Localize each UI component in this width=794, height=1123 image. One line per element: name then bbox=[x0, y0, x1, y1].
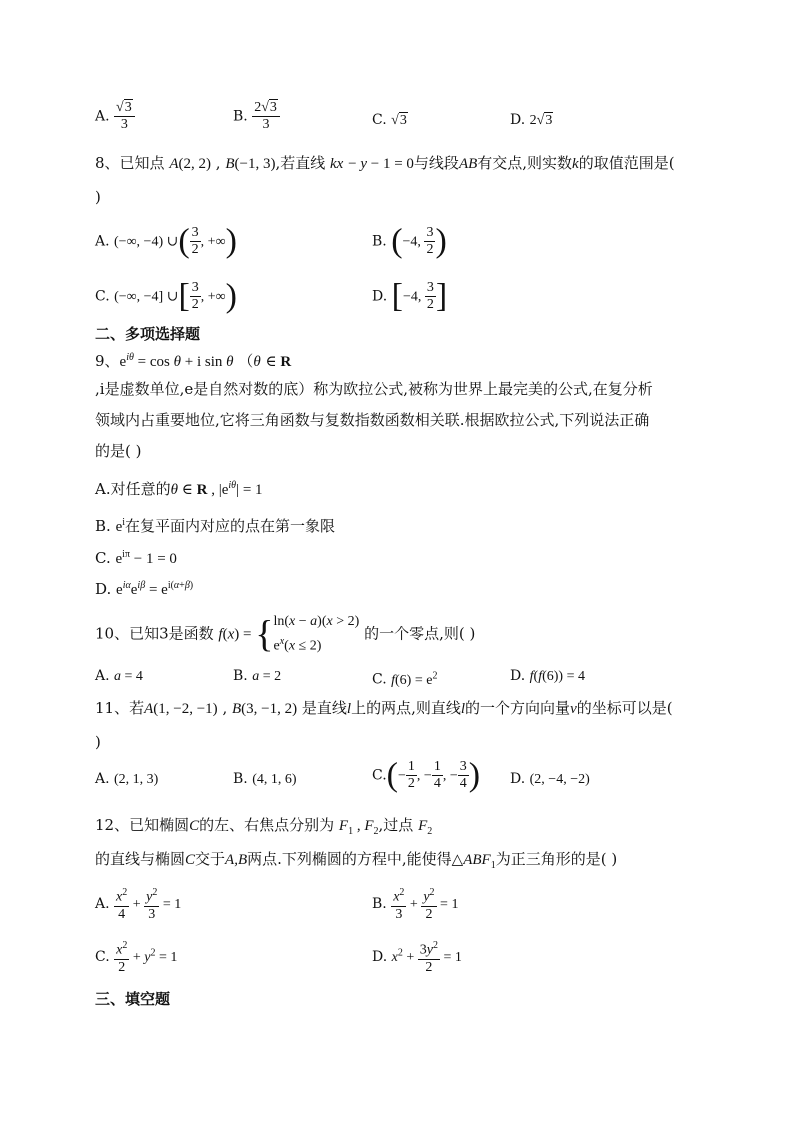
q12-option-d: D. $x^2$ + $\frac{3y^2}{2}$ = 1 bbox=[372, 940, 462, 975]
q11-stem: 11、若A(1, −2, −1) , B(3, −1, 2) 是直线l上的两点,则直线l的一个方向向量v的坐标可以是( bbox=[95, 699, 673, 717]
q10-stem: 10、已知3是函数 f(x) = {ln(x − a)(x > 2) $e^x(x \le 2)$ 的一个零点,则( ) bbox=[95, 613, 476, 656]
q11-option-d: D. (2, −4, −2) bbox=[510, 771, 590, 787]
q9-line3: 领域内占重要地位,它将三角函数与复数指数函数相关联.根据欧拉公式,下列说法正确 bbox=[95, 411, 650, 429]
q8-option-d: D. [−4, $\frac{3}{2}$ ] bbox=[372, 277, 448, 315]
q11-close: ) bbox=[95, 733, 101, 751]
q10-option-b: B. a = 2 bbox=[233, 668, 282, 684]
q9-line2: ,i是虚数单位,e是自然对数的底）称为欧拉公式,被称为世界上最完美的公式,在复分析 bbox=[95, 380, 653, 398]
q12-option-b: B. $\frac{x^2}{3}$ + $\frac{y^2}{2}$ = 1 bbox=[372, 887, 459, 922]
q12-option-a: A. $\frac{x^2}{4}$ + $\frac{y^2}{3}$ = 1 bbox=[95, 887, 182, 922]
q9-option-c: C. $e^{i\pi} - 1 = 0$ bbox=[95, 549, 177, 567]
q7-option-c: C. √3 bbox=[372, 112, 407, 128]
q9-option-b: B. $e^i$在复平面内对应的点在第一象限 bbox=[95, 517, 336, 535]
q7-option-b: B. $\frac{2√3}{3}$ bbox=[233, 100, 280, 133]
q10-option-d: D. f(f(6)) = 4 bbox=[510, 668, 585, 684]
q12-line2: 的直线与椭圆C交于A,B两点.下列椭圆的方程中,能使得$\triangle ABF_1$为正三角形的是( ) bbox=[95, 850, 618, 871]
q8-stem: 8、已知点 A(2, 2) , B(−1, 3),若直线 kx − y − 1 = 0与线段AB有交点,则实数k的取值范围是( bbox=[95, 154, 675, 172]
q7-option-d: D. 2√3 bbox=[510, 112, 553, 128]
q11-option-b: B. (4, 1, 6) bbox=[233, 771, 297, 787]
q9-option-d: D. $e^{i\alpha}e^{i\beta} = e^{i(\alpha+\beta)}$ bbox=[95, 580, 194, 598]
q7-option-a: A. $\frac{√3}{3}$ bbox=[95, 100, 135, 133]
q9-formula: 9、$e^{i\theta} = \cos \theta + i$ sin θ （θ ∈ R bbox=[95, 352, 292, 370]
section-2-heading: 二、多项选择题 bbox=[95, 325, 201, 343]
q11-option-a: A. (2, 1, 3) bbox=[95, 771, 159, 787]
q11-option-c: C.(− $\frac{1}{2}$ , − $\frac{1}{4}$ , − $\frac{3}{4}$ ) bbox=[372, 756, 481, 794]
q10-option-a: A. a = 4 bbox=[95, 668, 143, 684]
section-3-heading: 三、填空题 bbox=[95, 990, 171, 1008]
q8-close: ) bbox=[95, 188, 101, 206]
q8-option-b: B. (−4, $\frac{3}{2}$ ) bbox=[372, 222, 447, 260]
q8-option-a: A. (−∞, −4) ∪( $\frac{3}{2}$ , +∞) bbox=[95, 222, 237, 260]
q9-line4: 的是( ) bbox=[95, 442, 142, 460]
q12-option-c: C. $\frac{x^2}{2}$ + $y^2 = 1$ bbox=[95, 940, 178, 975]
q10-option-c: C. $f(6) = e^2$ bbox=[372, 670, 438, 688]
q9-option-a: A.对任意的θ ∈ R , $|e^{i\theta}| = 1$ bbox=[95, 480, 263, 498]
q12-stem: 12、已知椭圆C的左、右焦点分别为 $F_1$ , $F_2$,过点 $F_2$ bbox=[95, 816, 433, 837]
q8-option-c: C. (−∞, −4] ∪[ $\frac{3}{2}$ , +∞) bbox=[95, 277, 237, 315]
